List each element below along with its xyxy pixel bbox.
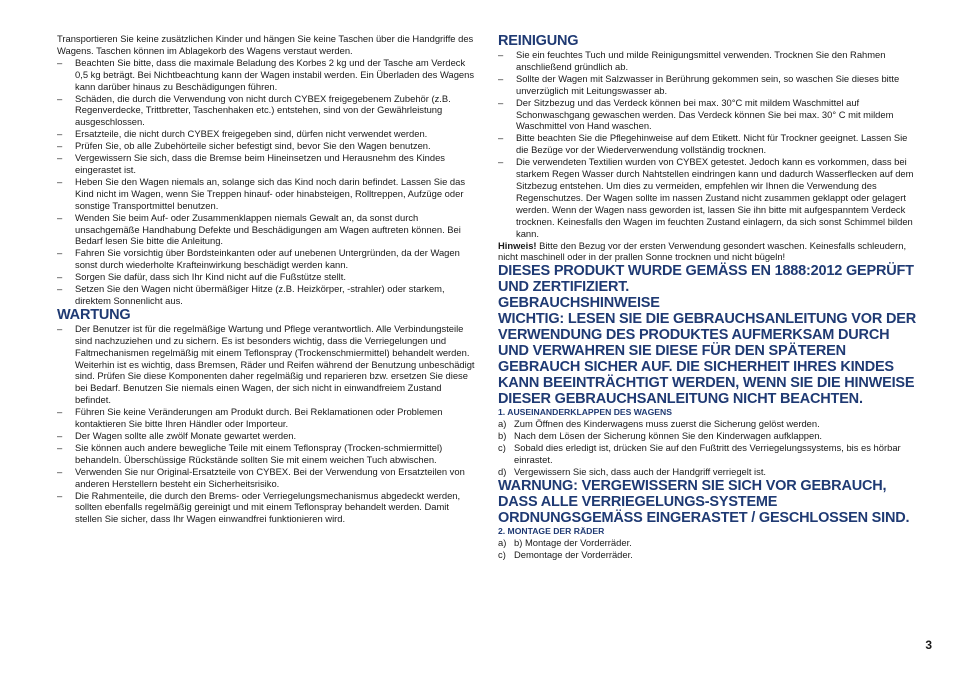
list-item: – Heben Sie den Wagen niemals an, solange sich das Kind noch darin befindet. Lassen Sie das Kind nicht im Wagen, wenn Sie Treppen hinauf- oder hinabsteigen, Rolltreppen, Aufzüge oder sonstige Transportmittel benutzen.: [57, 175, 466, 211]
list-item: – Setzen Sie den Wagen nicht übermäßiger Hitze (z.B. Heizkörper, -strahler) oder starkem, direktem Sonnenlicht aus.: [57, 283, 445, 306]
list-item: – Der Sitzbezug und das Verdeck können bei max. 30°C mit mildem Waschmittel auf Schonwaschgang gewaschen werden. Das Verdeck können Sie bei max. 30° C mit mildem Waschmittel von Hand waschen.: [498, 96, 894, 132]
list-item: a) b) Montage der Vorderräder.: [498, 536, 632, 548]
hinweis-text: Bitte den Bezug vor der ersten Verwendung gesondert waschen. Keinesfalls schleudern, nicht maschinell oder in der prallen Sonne trocknen und nicht bügeln!: [498, 239, 907, 263]
list-item: – Die verwendeten Textilien wurden von CYBEX getestet. Jedoch kann es vorkommen, dass bei starkem Regen Wasser durch Nahtstellen eindringen kann und dadurch Wasserflecken auf dem Sitzbezug entstehen. Um dies zu vermeiden, empfehlen wir Ihnen die Verwendung des Regenschutzes. Der Wagen sollte im nassen Zustand nicht zusammen geklappt oder gelagert werden. Wenn der Wagen nass geworden ist, lassen Sie ihn bitte mit aufgespanntem Verdeck trocknen. Keinesfalls den Wagen im feuchten Zustand einlagern, da sich sonst Schimmel bilden kann.: [498, 156, 914, 239]
list-item: a) Zum Öffnen des Kinderwagens muss zuerst die Sicherung gelöst werden.: [498, 418, 820, 430]
list-item: – Sie können auch andere bewegliche Teile mit einem Teflonspray (Trocken-schmiermittel) behandeln. Überschüssige Rückstände sollten Sie mit einem weichen Tuch abwischen.: [57, 441, 443, 465]
list-item: – Prüfen Sie, ob alle Zubehörteile sicher befestigt sind, bevor Sie den Wagen benutzen.: [57, 140, 431, 152]
list-item: – Ersatzteile, die nicht durch CYBEX freigegeben sind, dürfen nicht verwendet werden.: [57, 128, 428, 140]
list-item: c) Sobald dies erledigt ist, drücken Sie auf den Fußtritt des Verriegelungssystems, bis es hörbar einrastet.: [498, 442, 901, 466]
norm-heading: DIESES PRODUKT WURDE GEMÄSS EN 1888:2012 GEPRÜFT UND ZERTIFIZIERT.: [498, 263, 914, 296]
list-item: c) Demontage der Vorderräder.: [498, 548, 633, 560]
list-item: – Beachten Sie bitte, dass die maximale Beladung des Korbes 2 kg und der Tasche am Verdeck 0,5 kg beträgt. Bei Nichtbeachtung kann der Wagen instabil werden. Ein Überladen des Wagens kann darüber hinaus zu Beschädigungen führen.: [57, 56, 475, 92]
list-item: – Sollte der Wagen mit Salzwasser in Berührung gekommen sein, so waschen Sie dieses bitte unverzüglich mit Leitungswasser ab.: [498, 72, 900, 96]
list-item: – Sie ein feuchtes Tuch und milde Reinigungsmittel verwenden. Trocknen Sie den Rahmen anschließend gründlich ab.: [498, 49, 886, 72]
right-column: [498, 33, 918, 561]
hinweis-label: Hinweis!: [498, 239, 537, 251]
list-item: – Führen Sie keine Veränderungen am Produkt durch. Bei Reklamationen oder Problemen kontaktieren Sie bitte Ihren Händler oder Importeur.: [57, 406, 443, 430]
step2-list: [498, 537, 918, 561]
reinigung-heading: REINIGUNG: [498, 33, 579, 49]
list-item: d) Vergewissern Sie sich, dass auch der Handgriff verriegelt ist.: [498, 465, 767, 477]
intro-paragraph: Transportieren Sie keine zusätzlichen Kinder und hängen Sie keine Taschen über die Handgriffe des Wagens. Taschen können im Ablagekorb des Wagens verstaut werden.: [57, 33, 474, 56]
list-item: – Die Rahmenteile, die durch den Brems- oder Verriegelungsmechanismus abgedeckt werden, sollten ebenfalls regelmäßig gereinigt und mit einem Teflonspray behandelt werden. Damit stellen Sie sicher, dass Ihr Wagen einwandfrei funktionieren wird.: [57, 489, 461, 525]
wartung-heading: WARTUNG: [57, 306, 131, 323]
reinigung-list: [498, 49, 918, 240]
list-item: – Bitte beachten Sie die Pflegehinweise auf dem Etikett. Nicht für Trockner geeignet. Lassen Sie die Bezüge vor der Wiederverwendung vollständig trocknen.: [498, 132, 908, 156]
list-item: – Der Benutzer ist für die regelmäßige Wartung und Pflege verantwortlich. Alle Verbindungsteile sind nachzuziehen und zu sichern. Es ist besonders wichtig, dass die Verriegelungen und Faltmechanismen regelmäßig mit einem Teflonspray (Trockenschmiermittel) behandelt werden. Weiterhin ist es wichtig, dass Bremsen, Räder und Reifen während der Benutzung unbeschädigt sind. Prüfen Sie diese Komponenten daher regelmäßig und reparieren bzw. ersetzen Sie diese bei Bedarf. Benutzen Sie niemals einen Wagen, der sich nicht in einwandfreiem Zustand befindet.: [57, 322, 475, 406]
list-item: – Fahren Sie vorsichtig über Bordsteinkanten oder auf unebenen Untergründen, da der Wagen sonst durch wiederholte Krafteinwirkung beschädigt werden kann.: [57, 247, 460, 271]
gebrauch-heading: GEBRAUCHSHINWEISE: [498, 295, 660, 312]
step1-heading: 1. AUSEINANDERKLAPPEN DES WAGENS: [498, 407, 672, 418]
list-item: – Verwenden Sie nur Original-Ersatzteile von CYBEX. Bei der Verwendung von Ersatzteilen von anderen Herstellern besteht ein Sicherheitsrisiko.: [57, 465, 465, 489]
list-item: – Sorgen Sie dafür, dass sich Ihr Kind nicht auf die Fußstütze stellt.: [57, 271, 346, 283]
list-item: – Der Wagen sollte alle zwölf Monate gewartet werden.: [57, 430, 297, 441]
page-number: 3: [925, 638, 932, 652]
list-item: b) Nach dem Lösen der Sicherung können Sie den Kinderwagen aufklappen.: [498, 430, 823, 442]
list-item: – Wenden Sie beim Auf- oder Zusammenklappen niemals Gewalt an, da sonst durch unsachgemäße Handhabung Defekte und Beschädigungen am Wagen auftreten können. Bei Bedarf lesen Sie bitte die Anleitung.: [57, 211, 461, 247]
step2-heading: 2. MONTAGE DER RÄDER: [498, 525, 605, 536]
list-item: – Vergewissern Sie sich, dass die Bremse beim Hineinsetzen und Herausnehm des Kindes eingerastet ist.: [57, 152, 445, 175]
step1-list: [498, 418, 918, 478]
wartung-list: [57, 323, 475, 525]
warnung-heading: WARNUNG: VERGEWISSERN SIE SICH VOR GEBRAUCH, DASS ALLE VERRIEGELUNGS-SYSTEME ORDNUNGSGEMÄSS EINGERASTET / GESCHLOSSEN SIND.: [498, 477, 910, 526]
safety-list: [57, 57, 475, 307]
wichtig-heading: WICHTIG: LESEN SIE DIE GEBRAUCHSANLEITUNG VOR DER VERWENDUNG DES PRODUKTES AUFMERKSAM DURCH UND VERWAHREN SIE DIESE FÜR DEN SPÄTEREN GEBRAUCH SICHER AUF. DIE SICHERHEIT IHRES KINDES KANN BEEINTRÄCHTIGT WERDEN, WENN SIE DIE HINWEISE DIESER GEBRAUCHSANLEITUNG NICHT BEACHTEN.: [498, 311, 916, 408]
hinweis-note: [498, 240, 918, 264]
left-column: [57, 33, 475, 525]
list-item: – Schäden, die durch die Verwendung von nicht durch CYBEX freigegebenem Zubehör (z.B. Regenverdecke, Trittbretter, Taschenhaken etc.) entstehen, sind von der Gewährleistung ausgeschlossen.: [57, 92, 451, 128]
